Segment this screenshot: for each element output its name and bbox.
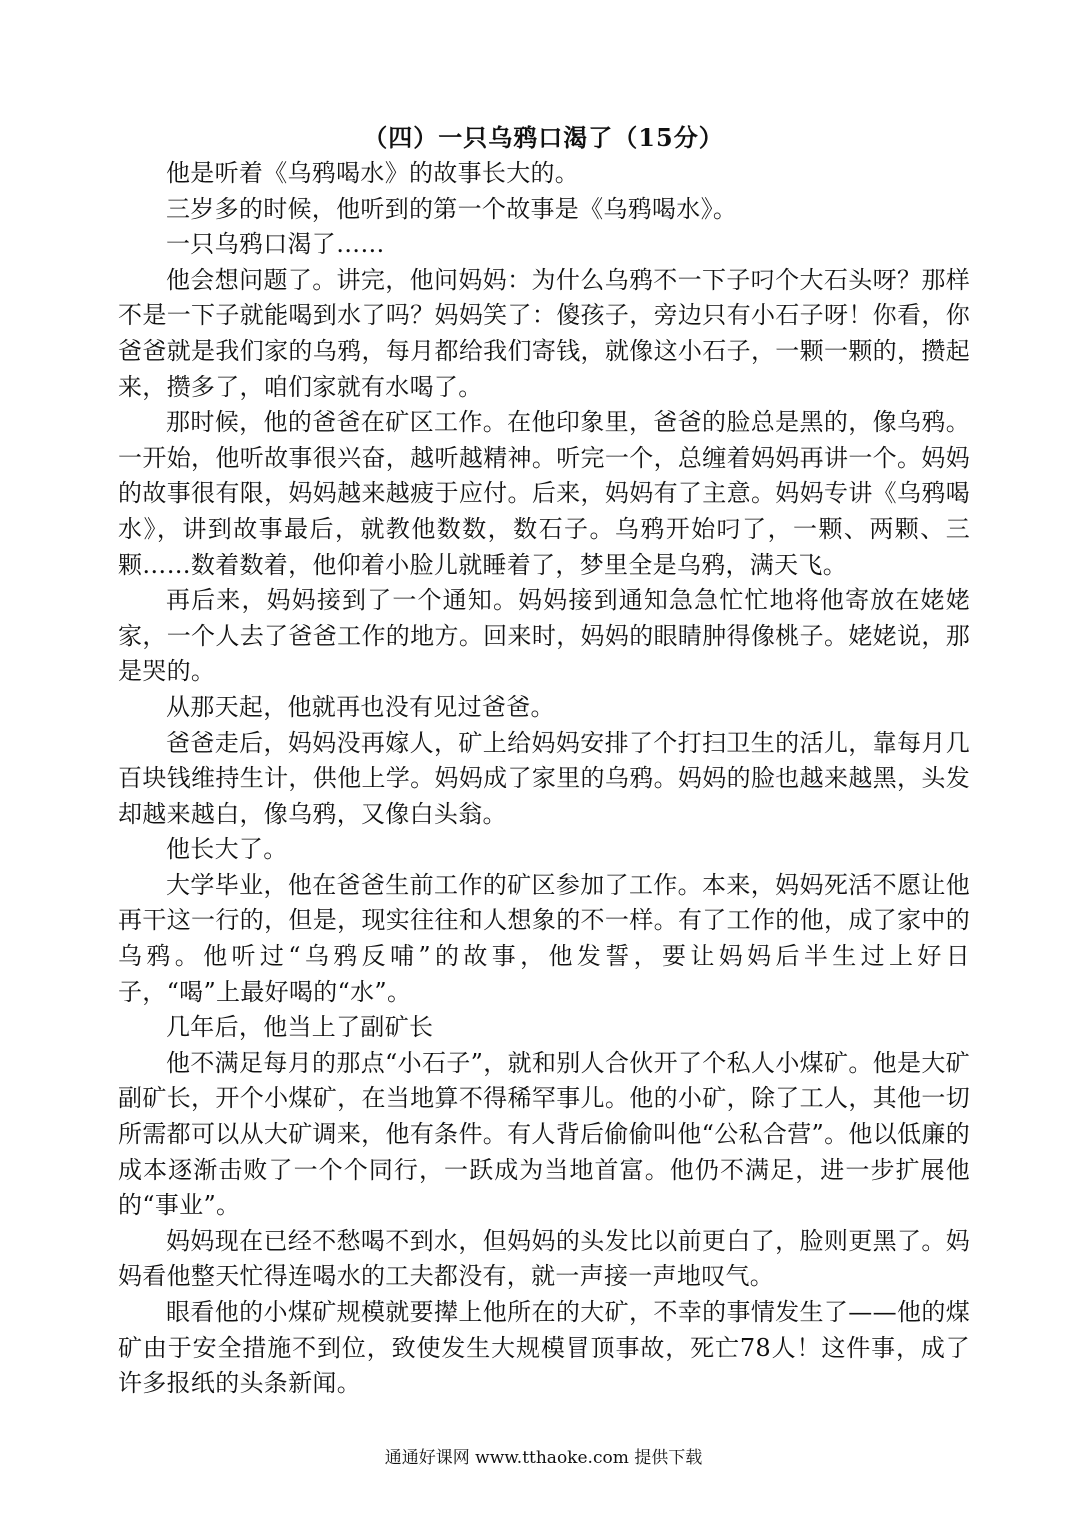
paragraph: 妈妈现在已经不愁喝不到水，但妈妈的头发比以前更白了，脸则更黑了。妈妈看他整天忙得连喝水的工夫都没有，就一声接一声地叹气。	[118, 1226, 970, 1291]
paragraph: 爸爸走后，妈妈没再嫁人，矿上给妈妈安排了个打扫卫生的活儿，靠每月几百块钱维持生计，供他上学。妈妈成了家里的乌鸦。妈妈的脸也越来越黑，头发却越来越白，像乌鸦，又像白头翁。	[118, 728, 970, 828]
paragraph: 再后来，妈妈接到了一个通知。妈妈接到通知急急忙忙地将他寄放在姥姥家，一个人去了爸爸工作的地方。回来时，妈妈的眼睛肿得像桃子。姥姥说，那是哭的。	[118, 586, 970, 686]
paragraph: 几年后，他当上了副矿长	[166, 1013, 434, 1042]
paragraph: 他会想问题了。讲完，他问妈妈：为什么乌鸦不一下子叼个大石头呀？那样不是一下子就能喝到水了吗？妈妈笑了：傻孩子，旁边只有小石子呀！你看，你爸爸就是我们家的乌鸦，每月都给我们寄钱，就像这小石子，一颗一颗的，攒起来，攒多了，咱们家就有水喝了。	[118, 265, 970, 401]
paragraph: 一只乌鸦口渴了……	[166, 230, 385, 259]
paragraph: 他是听着《乌鸦喝水》的故事长大的。	[166, 159, 580, 187]
paragraph: 他长大了。	[166, 835, 288, 864]
paragraph: 眼看他的小煤矿规模就要撵上他所在的大矿，不幸的事情发生了——他的煤矿由于安全措施不到位，致使发生大规模冒顶事故，死亡78人！这件事，成了许多报纸的头条新闻。	[118, 1298, 970, 1398]
paragraph: 他不满足每月的那点“小石子”，就和别人合伙开了个私人小煤矿。他是大矿副矿长，开个小煤矿，在当地算不得稀罕事儿。他的小矿，除了工人，其他一切所需都可以从大矿调来，他有条件。有人背后偷偷叫他“公私合营”。他以低廉的成本逐渐击败了一个个同行，一跃成为当地首富。他仍不满足，进一步扩展他的“事业”。	[118, 1048, 970, 1220]
document-title: （四）一只乌鸦口渴了（15分）	[363, 123, 724, 152]
page-footer: 通通好课网 www.tthaoke.com 提供下载	[384, 1448, 703, 1468]
paragraph: 大学毕业，他在爸爸生前工作的矿区参加了工作。本来，妈妈死活不愿让他再干这一行的，但是，现实往往和人想象的不一样。有了工作的他，成了家中的乌鸦。他听过“乌鸦反哺”的故事，他发誓，要让妈妈后半生过上好日子，“喝”上最好喝的“水”。	[118, 870, 970, 1006]
paragraph: 三岁多的时候，他听到的第一个故事是《乌鸦喝水》。	[166, 194, 738, 223]
document-body	[118, 156, 970, 1402]
paragraph: 那时候，他的爸爸在矿区工作。在他印象里，爸爸的脸总是黑的，像乌鸦。一开始，他听故事很兴奋，越听越精神。听完一个，总缠着妈妈再讲一个。妈妈的故事很有限，妈妈越来越疲于应付。后来，妈妈有了主意。妈妈专讲《乌鸦喝水》，讲到故事最后，就教他数数，数石子。乌鸦开始叼了，一颗、两颗、三颗……数着数着，他仰着小脸儿就睡着了，梦里全是乌鸦，满天飞。	[118, 408, 970, 579]
paragraph: 从那天起，他就再也没有见过爸爸。	[166, 692, 555, 721]
